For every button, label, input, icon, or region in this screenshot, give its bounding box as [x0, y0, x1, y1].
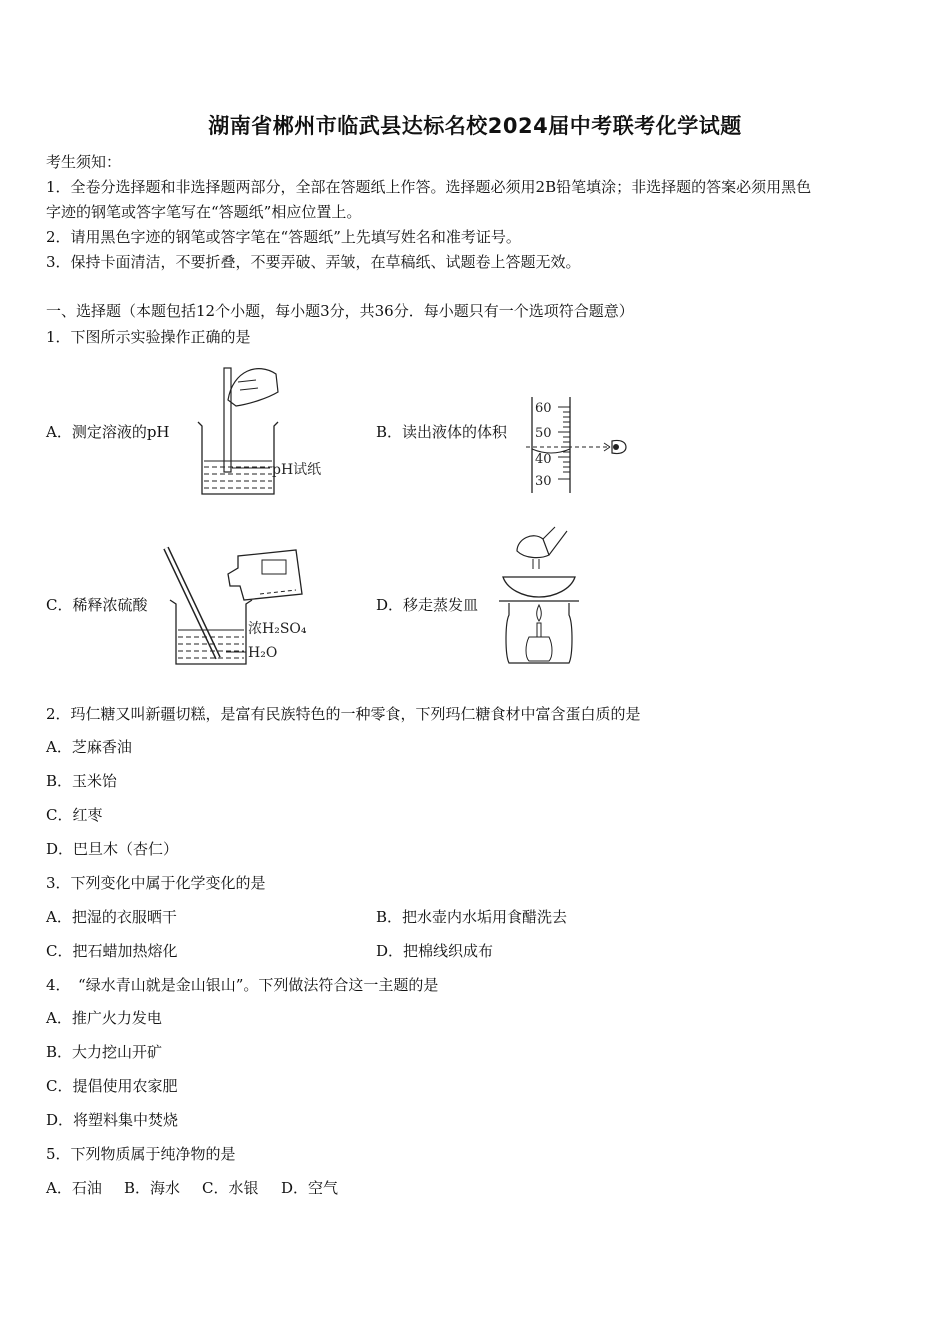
q2-option-b: B．玉米饴 — [46, 772, 118, 790]
q1-option-c: C．稀释浓硫酸 — [46, 596, 148, 614]
q5-option-d: D．空气 — [281, 1179, 339, 1197]
page-title: 湖南省郴州市临武县达标名校2024届中考联考化学试题 — [208, 114, 742, 138]
tick-30: 30 — [535, 474, 552, 489]
q3-option-d: D．把棉线织成布 — [376, 942, 494, 960]
section-heading: 一、选择题（本题包括12个小题，每小题3分，共36分．每小题只有一个选项符合题意） — [46, 302, 634, 320]
q4-stem: 4． “绿水青山就是金山银山”。下列做法符合这一主题的是 — [46, 976, 439, 994]
q4-option-d: D．将塑料集中焚烧 — [46, 1111, 179, 1129]
notice-item-2: 2．请用黑色字迹的钢笔或答字笔在“答题纸”上先填写姓名和准考证号。 — [46, 228, 521, 246]
q4-option-a: A．推广火力发电 — [46, 1009, 162, 1027]
water-label: H₂O — [248, 645, 278, 661]
q5-option-b: B．海水 — [124, 1179, 181, 1197]
notice-item-3: 3．保持卡面清洁，不要折叠，不要弄破、弄皱，在草稿纸、试题卷上答题无效。 — [46, 253, 581, 271]
q5-option-c: C．水银 — [202, 1179, 259, 1197]
notice-heading: 考生须知： — [46, 153, 122, 171]
q1-option-a: A．测定溶液的pH — [46, 423, 170, 441]
q2-option-d: D．巴旦木（杏仁） — [46, 840, 179, 858]
q3-option-a: A．把湿的衣服晒干 — [46, 908, 177, 926]
q1-stem: 1．下图所示实验操作正确的是 — [46, 328, 251, 346]
q2-stem: 2．玛仁糖又叫新疆切糕，是富有民族特色的一种零食，下列玛仁糖食材中富含蛋白质的是 — [46, 705, 641, 723]
q2-option-a: A．芝麻香油 — [46, 738, 132, 756]
figure-dilute-acid — [160, 540, 340, 670]
notice-item-1-line-2: 字迹的钢笔或答字笔写在“答题纸”相应位置上。 — [46, 203, 362, 221]
q5-stem: 5．下列物质属于纯净物的是 — [46, 1145, 236, 1163]
q5-option-a: A．石油 — [46, 1179, 102, 1197]
tick-60: 60 — [535, 401, 552, 416]
ph-paper-label: pH试纸 — [272, 462, 322, 478]
q3-option-b: B．把水壶内水垢用食醋洗去 — [376, 908, 568, 926]
q1-option-b: B．读出液体的体积 — [376, 423, 508, 441]
notice-item-1-line-1: 1．全卷分选择题和非选择题两部分，全部在答题纸上作答。选择题必须用2B铅笔填涂；非选择题的答案必须用黑色 — [46, 178, 812, 196]
conc-h2so4-label: 浓H₂SO₄ — [248, 621, 307, 637]
figure-evaporating-dish — [495, 525, 585, 670]
q2-option-c: C．红枣 — [46, 806, 103, 824]
q3-option-c: C．把石蜡加热熔化 — [46, 942, 178, 960]
q3-stem: 3．下列变化中属于化学变化的是 — [46, 874, 266, 892]
tick-40: 40 — [535, 452, 552, 467]
tick-50: 50 — [535, 426, 552, 441]
figure-read-volume — [520, 393, 640, 498]
q4-option-b: B．大力挖山开矿 — [46, 1043, 163, 1061]
figure-ph-test — [188, 360, 338, 500]
q4-option-c: C．提倡使用农家肥 — [46, 1077, 178, 1095]
q1-option-d: D．移走蒸发皿 — [376, 596, 479, 614]
